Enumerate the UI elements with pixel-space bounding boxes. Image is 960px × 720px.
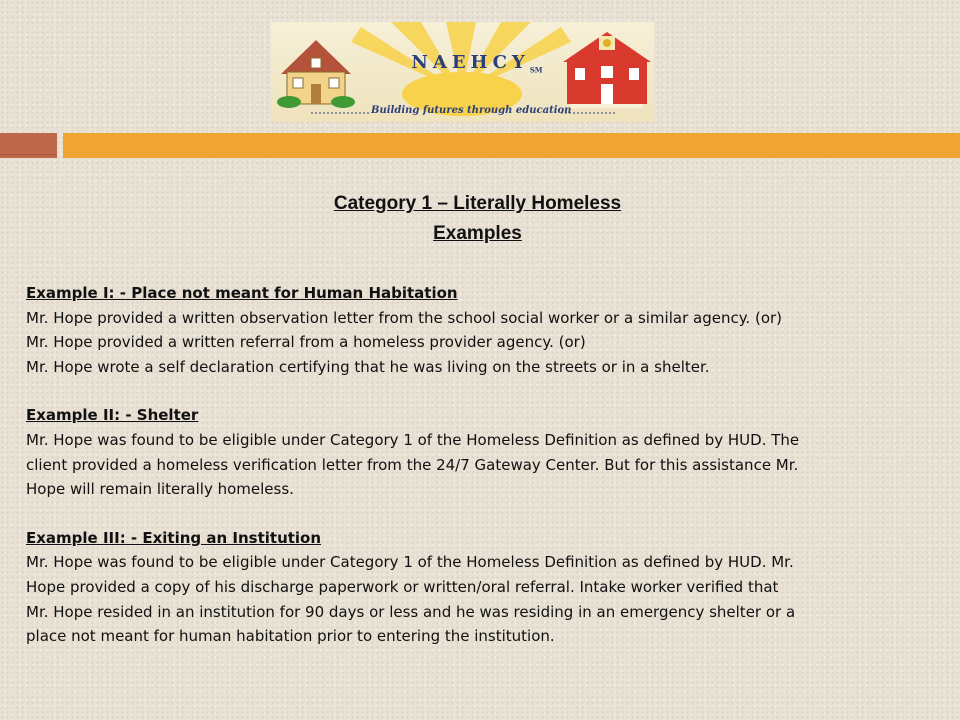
bell-icon bbox=[603, 39, 611, 47]
slide-title: Category 1 – Literally Homeless bbox=[333, 193, 622, 214]
example-section-2 bbox=[26, 403, 946, 501]
school-icon bbox=[563, 32, 651, 108]
house-icon bbox=[277, 40, 355, 108]
logo-tagline: Building futures through education bbox=[371, 105, 572, 116]
example-heading: Example I: - Place not meant for Human Habitation bbox=[26, 284, 458, 302]
example-section-3 bbox=[26, 526, 946, 649]
example-line: Hope will remain literally homeless. bbox=[26, 480, 294, 499]
example-line: place not meant for human habitation prior to entering the institution. bbox=[26, 627, 555, 646]
example-section-1 bbox=[26, 281, 946, 379]
example-line: Mr. Hope was found to be eligible under Category 1 of the Homeless Definition as defined by HUD. The bbox=[26, 430, 800, 449]
example-line: Mr. Hope resided in an institution for 90 days or less and he was residing in an emergency shelter or a bbox=[26, 602, 796, 621]
logo-brand-name: $NAEHCY_{SM}$ bbox=[411, 52, 543, 75]
example-line: Hope provided a copy of his discharge paperwork or written/oral referral. Intake worker verified that bbox=[26, 577, 779, 596]
header-bar-left-rule bbox=[0, 154, 57, 155]
example-heading: Example II: - Shelter bbox=[26, 406, 199, 425]
naehcy-logo bbox=[271, 22, 654, 122]
slide-subtitle: Examples bbox=[433, 223, 522, 244]
example-line: Mr. Hope provided a written referral from a homeless provider agency. (or) bbox=[26, 333, 586, 352]
example-line: Mr. Hope provided a written observation letter from the school social worker or a similar agency. (or) bbox=[26, 308, 783, 327]
header-bar-right bbox=[63, 133, 960, 158]
example-heading: Example III: - Exiting an Institution bbox=[26, 528, 322, 547]
example-line: client provided a homeless verification letter from the 24/7 Gateway Center. But for this assistance Mr. bbox=[26, 455, 799, 474]
examples-body bbox=[26, 281, 946, 649]
example-line: Mr. Hope was found to be eligible under Category 1 of the Homeless Definition as defined by HUD. Mr. bbox=[26, 553, 794, 572]
example-line: Mr. Hope wrote a self declaration certifying that he was living on the streets or in a shelter. bbox=[26, 357, 710, 376]
